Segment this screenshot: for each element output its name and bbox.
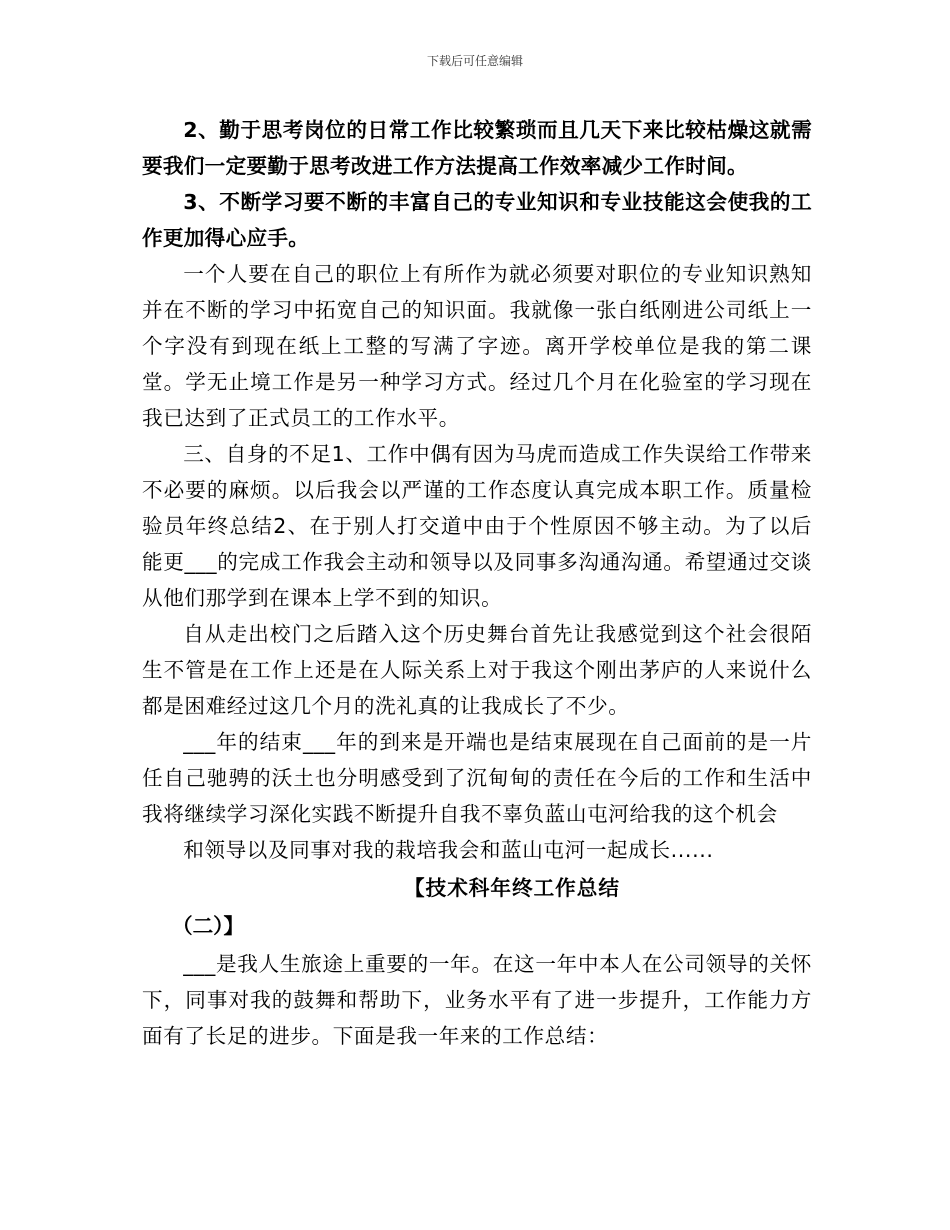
paragraph-year-end: ___年的结束___年的到来是开端也是结束展现在自己面前的是一片任自己驰骋的沃土也分明感受到了沉甸甸的责任在今后的工作和生活中我将继续学习深化实践不断提升自我不辜负蓝山屯河给我的这个机会	[142, 730, 812, 826]
page-header: 下载后可任意编辑	[426, 54, 523, 68]
paragraph-think: 2、勤于思考岗位的日常工作比较繁琐而且几天下来比较枯燥这就需要我们一定要勤于思考改进工作方法提高工作效率减少工作时间。	[142, 118, 812, 178]
section-subtitle: （二）】	[172, 914, 245, 938]
document-body	[142, 112, 812, 1054]
paragraph-intro: ___是我人生旅途上重要的一年。在这一年中本人在公司领导的关怀下，同事对我的鼓舞和帮助下，业务水平有了进一步提升，工作能力方面有了长足的进步。下面是我一年来的工作总结：	[142, 952, 812, 1048]
section-title: 【技术科年终工作总结	[404, 876, 620, 900]
paragraph-society: 自从走出校门之后踏入这个历史舞台首先让我感觉到这个社会很陌生不管是在工作上还是在人际关系上对于我这个刚出茅庐的人来说什么都是困难经过这几个月的洗礼真的让我成长了不少。	[142, 622, 812, 718]
paragraph-growth: 和领导以及同事对我的栽培我会和蓝山屯河一起成长......	[183, 838, 714, 862]
paragraph-study: 3、不断学习要不断的丰富自己的专业知识和专业技能这会使我的工作更加得心应手。	[142, 190, 812, 250]
paragraph-knowledge: 一个人要在自己的职位上有所作为就必须要对职位的专业知识熟知并在不断的学习中拓宽自己的知识面。我就像一张白纸刚进公司纸上一个字没有到现在纸上工整的写满了字迹。离开学校单位是我的第二课堂。学无止境工作是另一种学习方式。经过几个月在化验室的学习现在我已达到了正式员工的工作水平。	[142, 262, 812, 430]
paragraph-shortcomings: 三、自身的不足1、工作中偶有因为马虎而造成工作失误给工作带来不必要的麻烦。以后我会以严谨的工作态度认真完成本职工作。质量检验员年终总结2、在于别人打交道中由于个性原因不够主动。为了以后能更___的完成工作我会主动和领导以及同事多沟通沟通。希望通过交谈从他们那学到在课本上学不到的知识。	[142, 442, 812, 610]
